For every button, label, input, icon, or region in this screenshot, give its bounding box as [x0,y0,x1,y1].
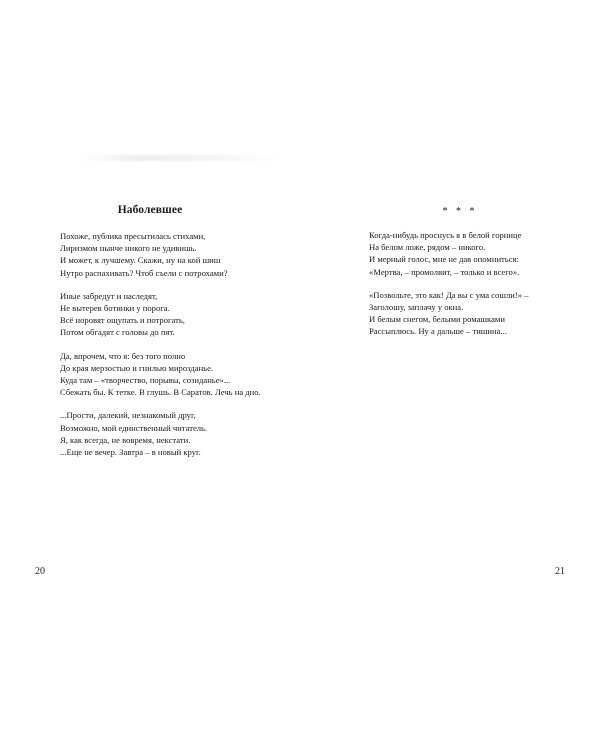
poem-line: Иные забредут и наследят, [60,290,158,301]
stanza-4 [60,409,290,458]
right-poem-body [369,229,599,349]
poem-line: Когда-нибудь проснусь я в белой горнице [369,230,522,240]
poem-title: Наболевшее [117,204,183,216]
poem-line: Лиризмом нынче никого не удивишь. [60,243,197,254]
poem-line: До края мерзостью и гнилью мирозданье. [60,362,214,373]
left-poem-body [60,230,290,469]
poem-line: И мерный голос, мне не дав опомниться: [369,254,519,265]
poem-line: Всё норовят ощупать и потрогать, [60,315,185,326]
poem-separator-asterisks: * * * [442,206,478,217]
poem-line: Похоже, публика пресытилась стихами, [60,231,206,241]
poem-line: Возможно, мой единственный читатель. [60,422,208,433]
poem-line: «Позвольте, это как! Да вы с ума сошли!» – [369,289,529,300]
page-number-left: 20 [35,566,45,577]
stanza-2 [60,290,290,339]
poem-line: Нутро распахивать? Чтоб съели с потрохами? [60,267,228,278]
poem-line: И может, к лучшему. Скажи, ну на кой шиш [60,255,221,266]
poem-line: На белом ложе, рядом – никого. [369,242,486,253]
poem-line: Заголошу, заплачу у окна. [369,302,464,313]
poem-line: Не вытерев ботинки у порога. [60,303,170,314]
poem-line: Потом обгадят с головы до пят. [60,327,175,338]
poem-line: И белым снегом, белыми ромашками [369,314,505,325]
poem-line: ...Еще не вечер. Завтра – в новый круг. [60,447,201,458]
poem-line: Куда там – «творчество, порывы, созиданье»... [60,375,231,386]
poem-line: Да, впрочем, что я: без того полно [60,350,186,361]
stanza-1 [60,230,290,279]
poem-line: ...Прости, далекий, незнакомый друг, [60,410,196,421]
poem-line: Я, как всегда, не вовремя, некстати. [60,434,191,445]
poem-line: «Мертва, – промолвит, – только и всего». [369,266,520,277]
stanza-2 [369,289,599,338]
right-page [300,0,600,750]
stanza-1 [369,229,599,278]
poem-line: Рассыплюсь. Ну а дальше – тишина... [369,326,507,337]
page-number-right: 21 [555,566,565,577]
stanza-3 [60,350,290,399]
poem-line: Сбежать бы. К тетке. В глушь. В Саратов. Лечь на дно. [60,387,261,398]
